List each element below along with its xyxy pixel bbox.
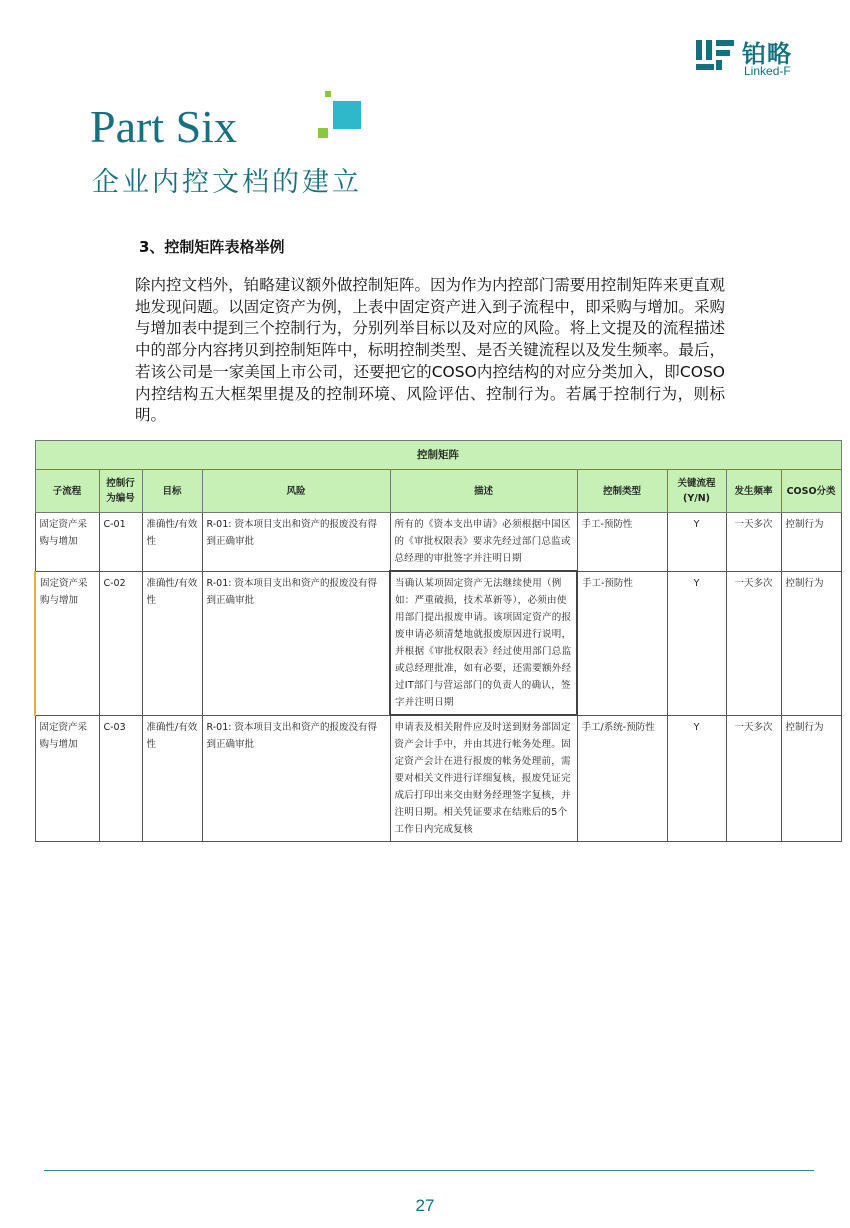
cell-frequency: 一天多次	[726, 571, 781, 715]
cell-subprocess: 固定资产采购与增加	[35, 715, 99, 842]
cell-control-type: 手工-预防性	[577, 513, 667, 572]
table-row	[35, 571, 841, 715]
deco-square-green	[318, 128, 328, 138]
col-header-frequency: 发生频率	[726, 470, 781, 513]
cell-risk: R-01: 资本项目支出和资产的报废没有得到正确审批	[202, 513, 390, 572]
part-title: Part Six	[90, 101, 237, 152]
col-header-subprocess: 子流程	[35, 470, 99, 513]
body-paragraph: 除内控文档外，铂略建议额外做控制矩阵。因为作为内控部门需要用控制矩阵来更直观地发现问题。以固定资产为例，上表中固定资产进入到子流程中，即采购与增加。采购与增加表中提到三个控制行为，分别列举目标以及对应的风险。将上文提及的流程描述中的部分内容拷贝到控制矩阵中，标明控制类型、是否关键流程以及发生频率。最后，若该公司是一家美国上市公司，还要把它的COSO内控结构的对应分类加入，即COSO内控结构五大框架里提及的控制环境、风险评估、控制行为。若属于控制行为，则标明。	[135, 276, 725, 425]
cell-frequency: 一天多次	[726, 715, 781, 842]
brand-logo	[694, 36, 814, 78]
page-number: 27	[415, 1196, 435, 1215]
cell-subprocess: 固定资产采购与增加	[35, 571, 99, 715]
deco-square-green-small	[325, 91, 331, 97]
cell-risk: R-01: 资本项目支出和资产的报废没有得到正确审批	[202, 715, 390, 842]
col-header-objective: 目标	[142, 470, 202, 513]
cell-control-id: C-02	[99, 571, 142, 715]
cell-risk: R-01: 资本项目支出和资产的报废没有得到正确审批	[202, 571, 390, 715]
cell-objective: 准确性/有效性	[142, 715, 202, 842]
control-matrix-table	[34, 440, 842, 842]
cell-frequency: 一天多次	[726, 513, 781, 572]
cell-key-process: Y	[667, 571, 726, 715]
cell-control-id: C-03	[99, 715, 142, 842]
col-header-key-process: 关键流程(Y/N)	[667, 470, 726, 513]
col-header-control-type: 控制类型	[577, 470, 667, 513]
cell-description: 当确认某项固定资产无法继续使用（例如：严重破损，技术革新等），必须由使用部门提出报废申请。该项固定资产的报废申请必须清楚地就报废原因进行说明，并根据《审批权限表》经过使用部门总监或总经理批准，如有必要，还需要额外经过IT部门与营运部门的负责人的确认，签字并注明日期	[390, 571, 577, 715]
cell-control-id: C-01	[99, 513, 142, 572]
col-header-description: 描述	[390, 470, 577, 513]
table-title-row	[35, 441, 841, 470]
brand-name-en: Linked-F	[744, 64, 791, 78]
table-row	[35, 715, 841, 842]
cell-coso: 控制行为	[781, 513, 841, 572]
brand-name-cn: 铂略	[742, 40, 792, 68]
footer-divider	[44, 1170, 814, 1171]
cell-objective: 准确性/有效性	[142, 513, 202, 572]
table-row	[35, 513, 841, 572]
deco-square-cyan	[333, 101, 361, 129]
col-header-coso: COSO分类	[781, 470, 841, 513]
cell-coso: 控制行为	[781, 571, 841, 715]
table-title: 控制矩阵	[35, 441, 841, 470]
section-heading: 3、控制矩阵表格举例	[139, 238, 285, 256]
cell-subprocess: 固定资产采购与增加	[35, 513, 99, 572]
cell-coso: 控制行为	[781, 715, 841, 842]
cell-description: 申请表及相关附件应及时送到财务部固定资产会计手中，并由其进行帐务处理。固定资产会计在进行报废的帐务处理前，需要对相关文件进行详细复核，报废凭证完成后打印出来交由财务经理签字复核，并注明日期。相关凭证要求在结账后的5个工作日内完成复核	[390, 715, 577, 842]
cell-control-type: 手工-预防性	[577, 571, 667, 715]
col-header-control-id: 控制行为编号	[99, 470, 142, 513]
cell-control-type: 手工/系统-预防性	[577, 715, 667, 842]
table-header-row	[35, 470, 841, 513]
part-subtitle: 企业内控文档的建立	[92, 167, 362, 198]
cell-key-process: Y	[667, 513, 726, 572]
col-header-risk: 风险	[202, 470, 390, 513]
cell-description: 所有的《资本支出申请》必须根据中国区的《审批权限表》要求先经过部门总监或总经理的审批签字并注明日期	[390, 513, 577, 572]
linked-f-logo-icon	[694, 38, 738, 74]
cell-key-process: Y	[667, 715, 726, 842]
cell-objective: 准确性/有效性	[142, 571, 202, 715]
